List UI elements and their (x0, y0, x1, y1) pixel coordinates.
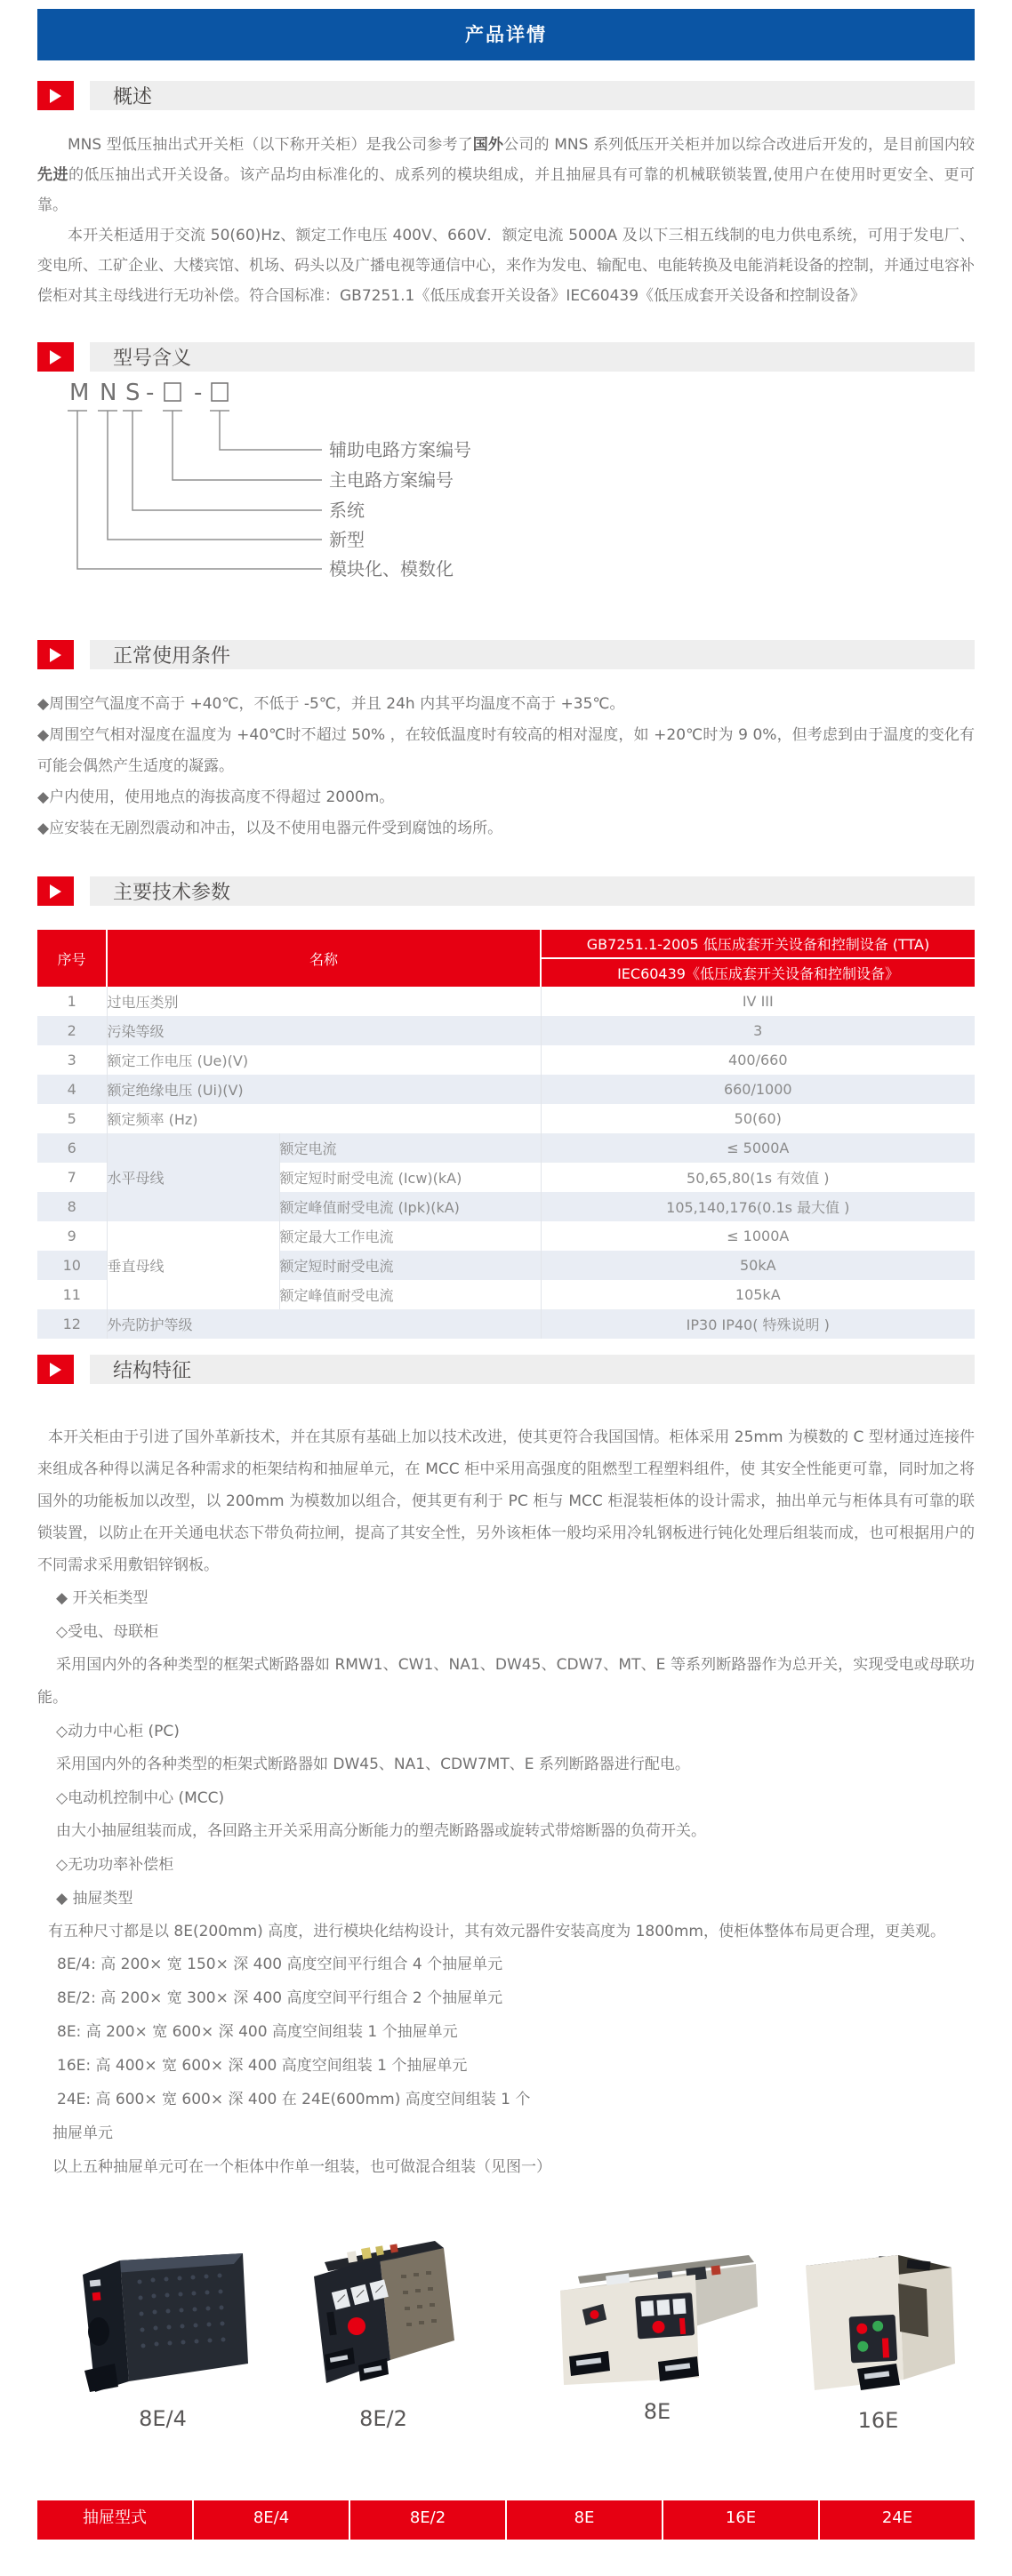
param-group-cell: 水平母线 (107, 1133, 279, 1221)
param-row-number: 7 (37, 1163, 107, 1192)
param-name-cell: 额定频率 (Hz) (107, 1104, 541, 1133)
structure-line: ◇受电、母联柜 (56, 1623, 159, 1641)
structure-line: ◆ 抽屉类型 (56, 1890, 133, 1908)
structure-line: 抽屉单元 (52, 2124, 113, 2142)
section-title: 概述 (90, 81, 975, 110)
section-marker (37, 640, 74, 669)
product-photo-8e2 (301, 2236, 465, 2396)
text-segment-bold: 国外 (472, 136, 504, 154)
drawer-strip-cell: 16E (663, 2500, 820, 2540)
play-icon (50, 1363, 61, 1377)
structure-line: ◇电动机控制中心 (MCC) (56, 1789, 225, 1807)
model-label-modular: 模块化、模数化 (329, 558, 454, 580)
placeholder-box (165, 383, 181, 401)
overview-paragraph-1 (37, 130, 975, 220)
param-name-cell: 外壳防护等级 (107, 1309, 541, 1339)
param-value-cell: IP30 IP40( 特殊说明 ) (686, 1316, 830, 1333)
figure-8e4 (68, 2246, 257, 2431)
structure-line: ◆ 开关柜类型 (56, 1589, 149, 1607)
param-value-cell: 400/660 (728, 1052, 788, 1068)
structure-content (37, 1421, 975, 2184)
param-name-cell: 额定峰值耐受电流 (Ipk)(kA) (279, 1192, 541, 1221)
placeholder-box (212, 383, 228, 401)
overview-paragraph-2: 本开关柜适用于交流 50(60)Hz、额定工作电压 400V、660V．额定电流 5000A 及以下三相五线制的电力供电系统，可用于发电厂、变电所、工矿企业、大楼宾馆、机场、码头以及广播电视等通信中心，来作为发电、输配电、电能转换及电能消耗设备的控制，并通过电容补偿柜对其主母线进行无功补偿。符合国标准：GB7251.1《低压成套开关设备》IEC60439《低压成套开关设备和控制设备》 (37, 227, 975, 305)
param-name-cell: 额定电流 (279, 1133, 541, 1163)
section-marker (37, 342, 74, 372)
param-value-cell: 50kA (739, 1257, 776, 1274)
play-icon (50, 884, 61, 899)
param-name-cell: 过电压类别 (107, 987, 541, 1016)
param-row-number: 12 (37, 1309, 107, 1339)
figure-label: 8E/4 (139, 2406, 187, 2431)
drawer-strip-header: 抽屉型式 (37, 2500, 194, 2540)
condition-item: ◆户内使用，使用地点的海拔高度不得超过 2000m。 (37, 788, 395, 806)
structure-line: 16E: 高 400× 宽 600× 深 400 高度空间组装 1 个抽屉单元 (57, 2057, 468, 2075)
parameters-table (37, 930, 975, 1339)
param-row (37, 1075, 975, 1104)
param-row-number: 2 (37, 1016, 107, 1045)
param-name-cell: 额定绝缘电压 (Ui)(V) (107, 1075, 541, 1104)
drawer-strip-cell: 8E/4 (194, 2500, 350, 2540)
param-value-cell: 105kA (735, 1286, 781, 1303)
param-value-cell: IV III (742, 993, 774, 1010)
condition-item: ◆周围空气相对湿度在温度为 +40℃时不超过 50% ，在较低温度时有较高的相对湿度，如 +20℃时为 9 0%，但考虑到由于温度的变化有可能会偶然产生适度的凝露。 (37, 726, 975, 775)
param-row-number: 3 (37, 1045, 107, 1075)
param-value-cell: ≤ 1000A (727, 1228, 790, 1244)
product-photo-8e (553, 2244, 761, 2388)
product-photo-16e (793, 2230, 963, 2397)
figure-label: 8E/2 (359, 2406, 407, 2431)
condition-item: ◆周围空气温度不高于 +40℃，不低于 -5℃，并且 24h 内其平均温度不高于 +35℃。 (37, 695, 625, 713)
text-segment: MNS 型低压抽出式开关柜（以下称开关柜）是我公司参考了 (68, 136, 473, 154)
structure-line: 8E/2: 高 200× 宽 300× 深 400 高度空间平行组合 2 个抽屉单元 (57, 1989, 503, 2007)
model-label-main-circuit: 主电路方案编号 (329, 469, 454, 491)
diagram-connector-lines (68, 411, 322, 569)
param-name-cell: 额定短时耐受电流 (Icw)(kA) (279, 1163, 541, 1192)
section-header-overview (37, 81, 975, 110)
product-figures (37, 2228, 975, 2451)
structure-line: ◇动力中心柜 (PC) (56, 1723, 180, 1740)
figure-label: 8E (643, 2399, 671, 2424)
structure-line: 采用国内外的各种类型的框架式断路器如 RMW1、CW1、NA1、DW45、CDW7、MT、E 等系列断路器作为总开关，实现受电或母联功能。 (37, 1656, 975, 1707)
param-row (37, 1104, 975, 1133)
model-dash: - (194, 380, 203, 406)
param-value-cell: 50,65,80(1s 有效值 ) (687, 1170, 830, 1187)
figure-16e (793, 2230, 963, 2433)
section-header-conditions (37, 640, 975, 669)
param-name-cell: 额定工作电压 (Ue)(V) (107, 1045, 541, 1075)
param-row (37, 1016, 975, 1045)
model-char-s: S (125, 380, 141, 406)
structure-line: 有五种尺寸都是以 8E(200mm) 高度，进行模块化结构设计，其有效元器件安装高度为 1800mm，使柜体整体布局更合理，更美观。 (48, 1923, 945, 1940)
param-name-cell: 额定短时耐受电流 (279, 1251, 541, 1280)
figure-8e (553, 2244, 761, 2424)
param-value-cell: 660/1000 (723, 1081, 792, 1098)
model-label-aux-circuit: 辅助电路方案编号 (329, 439, 471, 460)
col-header-standard-gb: GB7251.1-2005 低压成套开关设备和控制设备 (TTA) (541, 930, 975, 958)
param-row (37, 1045, 975, 1075)
param-value-cell: ≤ 5000A (727, 1140, 790, 1156)
param-name-cell: 污染等级 (107, 1016, 541, 1045)
model-dash: - (146, 380, 155, 406)
section-marker (37, 876, 74, 906)
structure-line: 本开关柜由于引进了国外革新技术，并在其原有基础上加以技术改进，使其更符合我国国情。柜体采用 25mm 为模数的 C 型材通过连接件来组成各种得以满足各种需求的柜架结构和抽屉单元，在 MCC 柜中采用高强度的阻燃型工程塑料组件，使 其安全性能更可靠，同时加之将国外的功能板加以改型，以 200mm 为模数加以组合，便其更有利于 PC 柜与 MCC 柜混装柜体的设计需求，抽出单元与柜体具有可靠的联锁装置，以防止在开关通电状态下带负荷拉闸，提高了其安全性，另外该柜体一般均采用冷轧钢板进行钝化处理后组装而成，也可根据用户的不同需求采用敷铝锌钢板。 (37, 1428, 975, 1574)
drawer-strip-cell: 8E/2 (350, 2500, 507, 2540)
page-title: 产品详情 (37, 9, 975, 60)
drawer-strip-cell: 8E (507, 2500, 663, 2540)
structure-line: ◇无功功率补偿柜 (56, 1856, 174, 1874)
drawer-type-strip (37, 2500, 975, 2540)
model-label-new-type: 新型 (329, 529, 365, 550)
section-header-model (37, 342, 975, 372)
param-value-cell: 105,140,176(0.1s 最大值 ) (666, 1199, 850, 1216)
param-value-cell: 50(60) (734, 1110, 782, 1127)
param-row-number: 8 (37, 1192, 107, 1221)
col-header-seq: 序号 (37, 930, 107, 987)
text-segment: 公司的 MNS 系列低压开关柜并加以综合改进后开发的，是目前国内较 (503, 136, 976, 154)
param-row-number: 4 (37, 1075, 107, 1104)
param-row-number: 10 (37, 1251, 107, 1280)
param-row (37, 1221, 975, 1251)
section-marker (37, 1355, 74, 1384)
structure-line: 8E: 高 200× 宽 600× 深 400 高度空间组装 1 个抽屉单元 (57, 2023, 458, 2041)
section-marker (37, 81, 74, 110)
text-segment-bold: 先进 (37, 166, 68, 184)
conditions-list (37, 689, 975, 844)
structure-line: 以上五种抽屉单元可在一个柜体中作单一组装，也可做混合组装（见图一） (52, 2158, 551, 2176)
section-header-parameters (37, 876, 975, 906)
structure-line: 由大小抽屉组装而成，各回路主开关采用高分断能力的塑壳断路器或旋转式带熔断器的负荷开关。 (56, 1822, 706, 1840)
param-row (37, 1309, 975, 1339)
model-char-n: N (100, 380, 117, 406)
play-icon (50, 648, 61, 662)
param-group-cell: 垂直母线 (107, 1221, 279, 1309)
play-icon (50, 350, 61, 364)
param-row-number: 9 (37, 1221, 107, 1251)
section-title: 主要技术参数 (90, 876, 975, 906)
param-row-number: 5 (37, 1104, 107, 1133)
param-name-cell: 额定最大工作电流 (279, 1221, 541, 1251)
section-title: 型号含义 (90, 342, 975, 372)
model-meaning-diagram (37, 372, 975, 585)
param-row (37, 987, 975, 1016)
condition-item: ◆应安装在无剧烈震动和冲击，以及不使用电器元件受到腐蚀的场所。 (37, 820, 503, 837)
structure-line: 8E/4: 高 200× 宽 150× 深 400 高度空间平行组合 4 个抽屉单元 (57, 1956, 503, 1973)
structure-line: 采用国内外的各种类型的柜架式断路器如 DW45、NA1、CDW7MT、E 系列断路器进行配电。 (56, 1756, 690, 1773)
figure-8e2 (301, 2236, 465, 2431)
section-title: 结构特征 (90, 1355, 975, 1384)
param-row-number: 11 (37, 1280, 107, 1309)
section-header-structure (37, 1355, 975, 1384)
section-title: 正常使用条件 (90, 640, 975, 669)
model-label-system: 系统 (329, 500, 365, 521)
param-value-cell: 3 (753, 1022, 763, 1039)
drawer-strip-cell: 24E (820, 2500, 975, 2540)
play-icon (50, 89, 61, 103)
model-char-m: M (69, 380, 90, 406)
param-row-number: 6 (37, 1133, 107, 1163)
param-row (37, 1133, 975, 1163)
product-photo-8e4 (68, 2246, 257, 2396)
figure-label: 16E (857, 2408, 899, 2433)
col-header-name: 名称 (107, 930, 541, 987)
param-name-cell: 额定峰值耐受电流 (279, 1280, 541, 1309)
structure-line: 24E: 高 600× 宽 600× 深 400 在 24E(600mm) 高度空间组装 1 个 (57, 2091, 531, 2108)
param-row-number: 1 (37, 987, 107, 1016)
col-header-standard-iec: IEC60439《低压成套开关设备和控制设备》 (541, 958, 975, 987)
text-segment: 的低压抽出式开关设备。该产品均由标准化的、成系列的模块组成，并且抽屉具有可靠的机械联锁装置,使用户在使用时更安全、更可靠。 (37, 166, 975, 214)
